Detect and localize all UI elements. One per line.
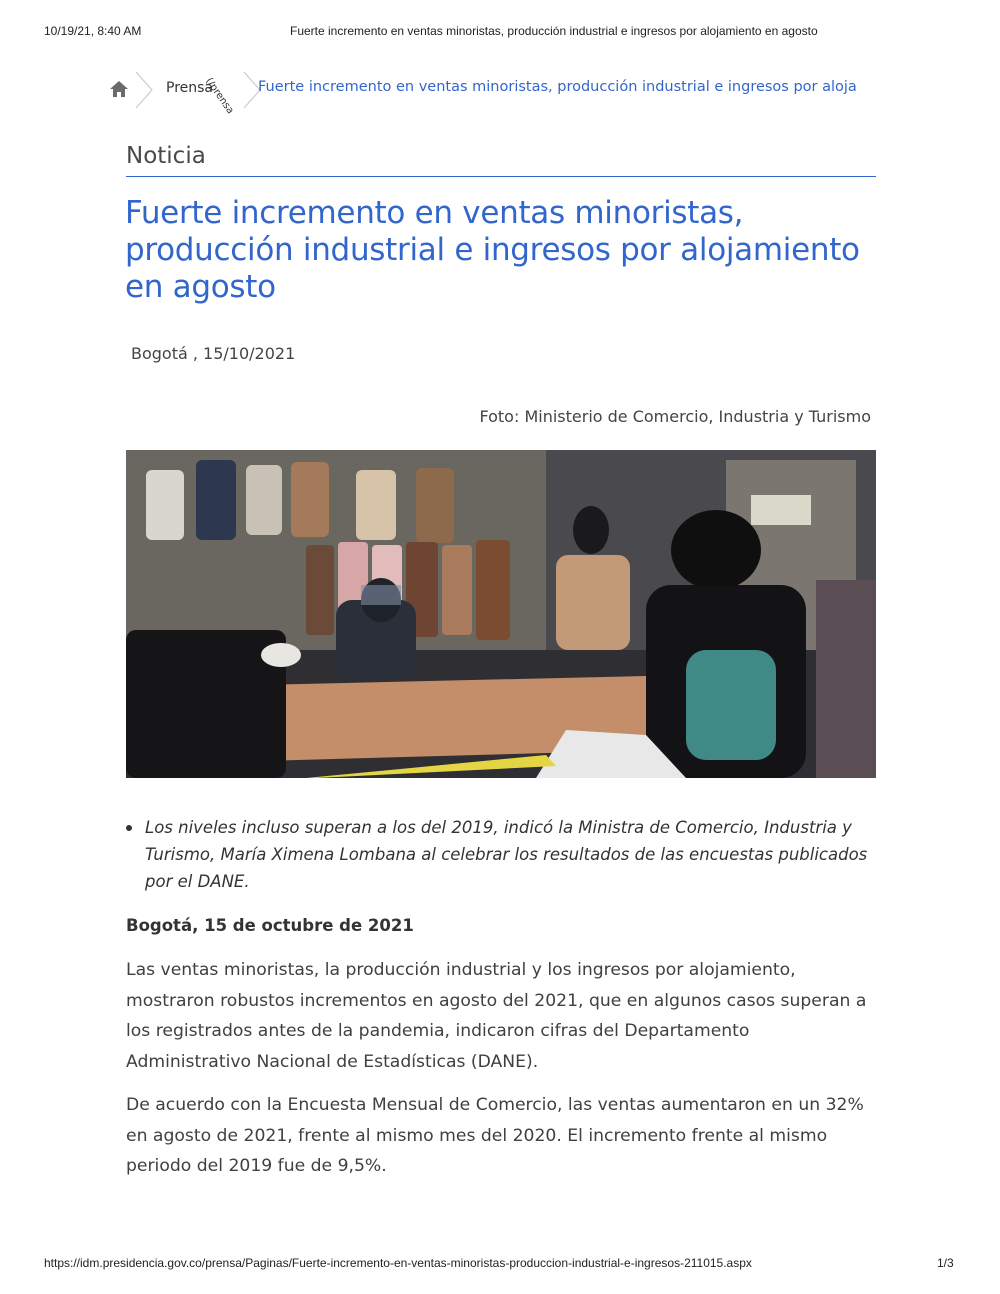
article-paragraph: De acuerdo con la Encuesta Mensual de Comercio, las ventas aumentaron en un 32% en agosto de 2021, frente al mismo mes del 2020. El incremento frente al mismo periodo del 2019 fue de 9,5%. — [126, 1095, 864, 1176]
breadcrumb-item-prensa[interactable]: Prensa — [166, 80, 214, 96]
body-dateline: Bogotá, 15 de octubre de 2021 — [126, 916, 414, 935]
breadcrumb-item-current[interactable]: Fuerte incremento en ventas minoristas, producción industrial e ingresos por aloja — [258, 79, 857, 95]
article-summary — [126, 814, 876, 895]
breadcrumb — [106, 70, 906, 117]
store-photo-illustration — [126, 450, 876, 778]
chevron-right-icon — [134, 70, 154, 110]
photo-credit: Foto: Ministerio de Comercio, Industria y Turismo — [479, 407, 871, 426]
article-headline: Fuerte incremento en ventas minoristas, producción industrial e ingresos por alojamiento en agosto — [125, 195, 860, 305]
print-page-number: 1/3 — [937, 1256, 954, 1270]
home-icon[interactable] — [108, 78, 130, 100]
print-title: Fuerte incremento en ventas minoristas, producción industrial e ingresos por alojamiento en agosto — [290, 24, 818, 38]
summary-text: Los niveles incluso superan a los del 2019, indicó la Ministra de Comercio, Industria y Turismo, María Ximena Lombana al celebrar los resultados de las encuestas publicados por el DANE. — [145, 818, 868, 891]
article-paragraph: Las ventas minoristas, la producción industrial y los ingresos por alojamiento, mostraron robustos incrementos en agosto del 2021, que en algunos casos superan a los registrados antes de la pandemia, indicaron cifras del Departamento Administrativo Nacional de Estadísticas (DANE). — [126, 960, 867, 1072]
print-url: https://idm.presidencia.gov.co/prensa/Paginas/Fuerte-incremento-en-ventas-minoristas-produccion-industrial-e-ingresos-211015.aspx — [44, 1256, 752, 1270]
breadcrumb-item-url: (/prensa — [202, 76, 236, 117]
article-dateline: Bogotá , 15/10/2021 — [131, 344, 296, 363]
summary-item — [126, 814, 876, 895]
print-datetime: 10/19/21, 8:40 AM — [44, 24, 142, 38]
section-divider — [126, 176, 876, 177]
bullet-icon — [126, 825, 132, 831]
article-photo — [126, 450, 876, 778]
section-label: Noticia — [126, 143, 206, 169]
